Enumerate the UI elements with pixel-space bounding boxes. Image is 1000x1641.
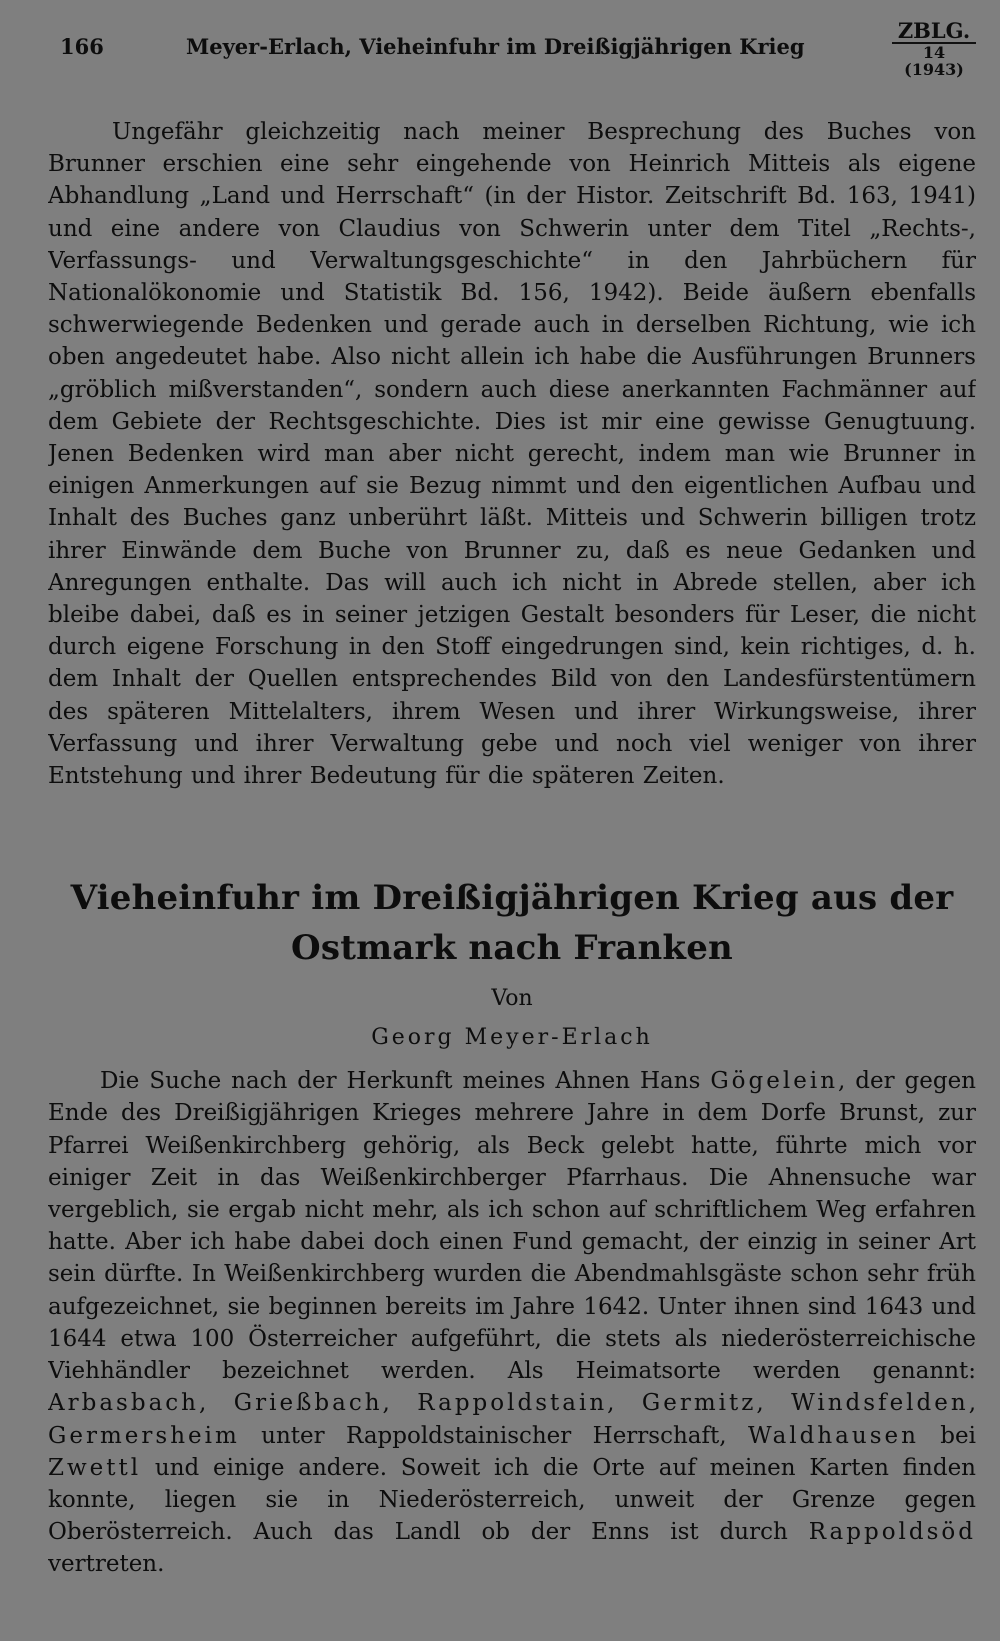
ancestor-surname: Gögelein — [710, 1068, 839, 1095]
running-title: Meyer-Erlach, Vieheinfuhr im Dreißigjährigen Krieg — [186, 34, 805, 59]
running-header — [48, 20, 976, 79]
journal-reference — [892, 20, 976, 79]
place-name: Zwettl — [48, 1454, 142, 1481]
journal-page — [48, 20, 976, 1620]
article-title: Vieheinfuhr im Dreißigjährigen Krieg aus der Ostmark nach Franken — [70, 878, 954, 969]
paragraph-text: bei — [918, 1422, 976, 1449]
review-paragraph: Ungefähr gleichzeitig nach meiner Besprechung des Buches von Brunner erschien eine sehr eingehende von Heinrich Mitteis als eigene Abhandlung „Land und Herrschaft“ (in der Histor. Zeitschrift Bd. 163, 1941) und eine andere von Claudius von Schwerin unter dem Titel „Rechts-, Verfassungs- und Verwaltungsgeschichte“ in den Jahrbüchern für Nationalökonomie und Statistik Bd. 156, 1942). Beide äußern ebenfalls schwerwiegende Bedenken und gerade auch in derselben Richtung, wie ich oben angedeutet habe. Also nicht allein ich habe die Ausführungen Brunners „gröblich mißverstanden“, sondern auch diese anerkannten Fachmänner auf dem Gebiete der Rechtsgeschichte. Dies ist mir eine gewisse Genugtuung. Jenen Bedenken wird man aber nicht gerecht, indem man wie Brunner in einigen Anmerkungen auf sie Bezug nimmt und den eigentlichen Aufbau und Inhalt des Buches ganz unberührt läßt. Mitteis und Schwerin billigen trotz ihrer Einwände dem Buche von Brunner zu, daß es neue Gedanken und Anregungen enthalte. Das will auch ich nicht in Abrede stellen, aber ich bleibe dabei, daß es in seiner jetzigen Gestalt besonders für Leser, die nicht durch eigene Forschung in den Stoff eingedrungen sind, kein richtiges, d. h. dem Inhalt der Quellen entsprechendes Bild von den Landesfürstentümern des späteren Mittelalters, ihrem Wesen und ihrer Wirkungsweise, ihrer Verfassung und ihrer Verwaltung gebe und noch viel weniger von ihrer Entstehung und ihrer Bedeutung für die späteren Zeiten. — [48, 119, 976, 790]
paragraph-text: , der gegen Ende des Dreißigjährigen Krieges mehrere Jahre in dem Dorfe Brunst, zur Pfarrei Weißenkirchberg gehörig, als Beck gelebt hatte, führte mich vor einiger Zeit in das Weißenkirchberger Pfarrhaus. Die Ahnensuche war vergeblich, sie ergab nicht mehr, als ich schon auf schriftlichem Weg erfahren hatte. Aber ich habe dabei doch einen Fund gemacht, der einzig in seiner Art sein dürfte. In Weißenkirchberg wurden die Abendmahlsgäste schon sehr früh aufgezeichnet, sie beginnen bereits im Jahre 1642. Unter ihnen sind 1643 und 1644 etwa 100 Österreicher aufgeführt, die stets als niederösterreichische Viehhändler bezeichnet werden. Als Heimatsorte werden genannt: — [48, 1068, 976, 1385]
paragraph-text: unter Rappoldstainischer Herrschaft, — [239, 1422, 748, 1449]
place-name: Arbasbach — [48, 1390, 199, 1417]
article-author: Georg Meyer-Erlach — [371, 1025, 653, 1051]
paragraph-separator: , — [968, 1390, 976, 1417]
journal-volume: 14 (1943) — [892, 42, 976, 79]
place-name: Rappoldsöd — [808, 1519, 976, 1546]
paragraph-text: und einige andere. Soweit ich die Orte auf meinen Karten finden konnte, liegen sie in Niederösterreich, unweit der Grenze gegen Oberösterreich. Auch das Landl ob der Enns ist durch — [48, 1454, 976, 1546]
paragraph-separator: , — [382, 1390, 418, 1417]
paragraph-text: Die Suche nach der Herkunft meines Ahnen Hans — [100, 1068, 711, 1095]
paragraph-text: vertreten. — [48, 1551, 165, 1578]
place-name: Rappoldstain — [417, 1390, 608, 1417]
byline-prefix: Von — [491, 986, 533, 1012]
page-number: 166 — [60, 34, 104, 59]
journal-abbreviation: ZBLG. — [897, 20, 971, 43]
place-name: Germitz — [641, 1390, 757, 1417]
paragraph-separator: , — [607, 1390, 642, 1417]
place-name: Windsfelden — [791, 1390, 969, 1417]
place-name: Waldhausen — [747, 1422, 919, 1449]
paragraph-separator: , — [756, 1390, 792, 1417]
paragraph-separator: , — [198, 1390, 234, 1417]
place-name: Germersheim — [48, 1422, 240, 1449]
article-paragraph — [48, 1065, 976, 1580]
place-name: Grießbach — [233, 1390, 383, 1417]
